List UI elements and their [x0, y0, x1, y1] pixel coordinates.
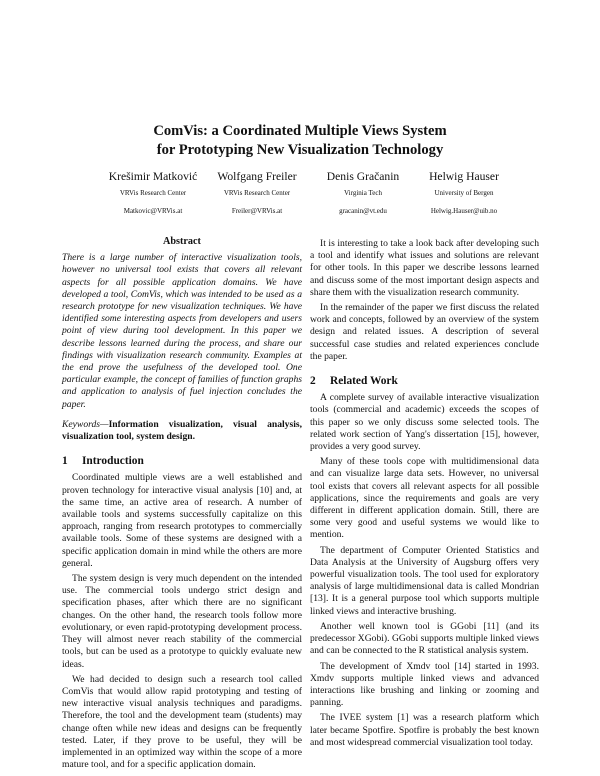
author-name: Krešimir Matković: [108, 170, 198, 183]
section-number: 2: [310, 375, 316, 388]
paragraph: In the remainder of the paper we first discuss the related work and concepts, followed by an overview of the system design and related issues. A description of several successful case studies and related experiences conclude the paper.: [310, 302, 539, 362]
section-title: Introduction: [82, 455, 144, 468]
author-email: gracanin@vt.edu: [339, 207, 387, 215]
paper-title: [0, 122, 600, 160]
paragraph: The development of Xmdv tool [14] started in 1993. Xmdv supports multiple linked views and advanced interactions like brushing and linking or zooming and panning.: [310, 660, 539, 709]
author-name: Helwig Hauser: [429, 170, 499, 183]
author-email: Helwig.Hauser@uib.no: [430, 207, 498, 215]
paragraph: The department of Computer Oriented Statistics and Data Analysis at the University of Augsburg offers very powerful visualization tools. The tool used for exploratory analysis of large multidimensional data is called Mondrian [13]. It is a general purpose tool which supports multiple linked views and interactive brushing.: [310, 544, 539, 617]
paragraph: It is interesting to take a look back after developing such a tool and identify what issues and solutions are relevant for other tools. In this paper we describe lessons learned and discuss some of the most important design aspects and share them with the visualization research community.: [310, 238, 539, 298]
section-heading-related-work: [310, 375, 539, 387]
author-name: Wolfgang Freiler: [217, 170, 297, 183]
author-email: Freiler@VRVis.at: [231, 207, 283, 215]
author-affiliation: VRVis Research Center: [119, 189, 187, 197]
author-name: Denis Gračanin: [326, 170, 400, 183]
right-column: [310, 238, 539, 752]
section-title: Related Work: [330, 375, 398, 388]
paragraph: Another well known tool is GGobi [11] (and its predecessor XGobi). GGobi supports multiple linked views and can be connected to the R statistical analysis system.: [310, 620, 539, 657]
title-line-1: ComVis: a Coordinated Multiple Views System: [153, 123, 447, 139]
keywords-label: Keywords—: [62, 418, 109, 430]
abstract-text: There is a large number of interactive visualization tools, however no universal tool exists that covers all relevant aspects for all possible application domains. We have developed a tool, ComVis, which was intended to be used as a research prototype for new visualization techniques. We have identified some interesting aspects from developers and users point of view during tool development. In this paper we describe lessons learned during the process, and share our findings with visualization research community. Examples at the end prove the usefulness of the developed tool. One particular example, the concept of families of function graphs and application to analysis of fuel injection concludes the paper.: [62, 252, 302, 410]
section-number: 1: [62, 455, 68, 468]
abstract-heading: Abstract: [163, 236, 201, 247]
paragraph: A complete survey of available interactive visualization tools (commercial and academic) exceeds the scopes of this paper so we only discuss some selected tools. The related work section of Yang's dissertation [15], however, provides a very good survey.: [310, 392, 539, 453]
paragraph: We had decided to design such a research tool called ComVis that would allow rapid prototyping and testing of new interactive visual analysis techniques and paradigms. Therefore, the tool and the development team (students) may change often while new ideas and designs can be frequently tested. Later, if they prove to be useful, they will be implemented in an optimized way within the scope of a more mature tool, and for a specific application domain.: [62, 673, 302, 771]
paragraph: The system design is very much dependent on the intended use. The commercial tools undergo strict design and specification phases, after which there are no significant changes. On the other hand, the research tools follow more evolutionary, or even rapid-prototyping development process. They will almost never reach stability of the commercial tools, but can be used as a prototype to quickly evaluate new ideas.: [62, 573, 302, 670]
paragraph: Many of these tools cope with multidimensional data and can visualize large data sets. However, no universal tool exists that covers all relevant aspects for all possible applications, since the requirements and goals are very different in different application domain. Still, there are some very good and useful systems we would like to mention.: [310, 456, 539, 541]
author-affiliation: University of Bergen: [434, 189, 494, 197]
title-line-2: for Prototyping New Visualization Technology: [156, 142, 444, 158]
author-1: [93, 170, 213, 216]
section-heading-introduction: [62, 455, 302, 467]
left-column: [62, 236, 302, 774]
author-4: [404, 170, 524, 216]
author-2: [197, 170, 317, 216]
paragraph: Coordinated multiple views are a well established and proven technology for interactive visual analysis [10] and, at the same time, an active area of research. A number of available tools and systems successfully capitalize on this approach, ranging from research prototypes to commercially available tools. Some of these systems are designed with a specific application domain in mind while the others are more general.: [62, 472, 302, 569]
keywords: [62, 419, 302, 443]
author-affiliation: VRVis Research Center: [223, 189, 291, 197]
paragraph: The IVEE system [1] was a research platform which later became Spotfire. Spotfire is probably the best known and most widespread commercial visualization tool today.: [310, 712, 539, 748]
author-affiliation: Virginia Tech: [344, 189, 382, 197]
author-email: Matkovic@VRVis.at: [123, 207, 183, 215]
keywords-text: Information visualization, visual analysis, visualization tool, system design.: [62, 418, 302, 443]
